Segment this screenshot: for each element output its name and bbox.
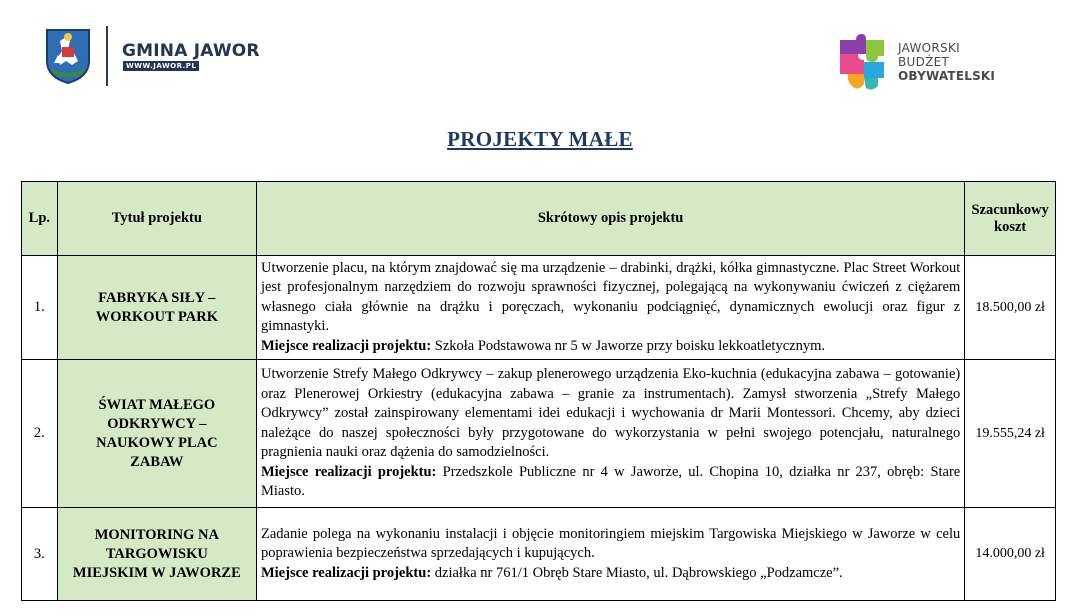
table-row: [22, 360, 1056, 508]
row-cost: 18.500,00 zł: [965, 256, 1056, 360]
row-lp: 1.: [22, 256, 58, 360]
row-title: MONITORING NA TARGOWISKU MIEJSKIM W JAWORZE: [57, 508, 256, 601]
row-description: [256, 360, 964, 508]
jawor-crest-icon: [44, 27, 92, 85]
table-row: [22, 256, 1056, 360]
header-lp: Lp.: [22, 182, 58, 256]
gmina-name: GMINA JAWOR: [122, 41, 260, 61]
budget-logo-line2: BUDŻET: [898, 55, 950, 69]
budget-puzzle-logo-icon: [836, 32, 890, 94]
header-title: Tytuł projektu: [57, 182, 256, 256]
projects-table: [21, 181, 1056, 601]
table-header-row: [22, 182, 1056, 256]
description-text: Utworzenie Strefy Małego Odkrywcy – zakup plenerowego urządzenia Eko-kuchnia (edukacyjna zabawa – gotowanie) oraz Plenerowej Orkiestry (edukacyjna zabawa – granie za instrumentach). Zamysł stworzenia „Strefy Małego Odkrywcy” został zainspirowany elementami idei edukacji i wychowania dr Marii Montessori. Chcemy, aby dzieci należące do naszej społeczności były przygotowane do wykorzystania w pełni swojego potencjału, naturalnego pragnienia nauki oraz dążenia do samodzielności.: [260, 366, 961, 461]
gmina-url: WWW.JAWOR.PL: [123, 61, 199, 71]
table-row: [22, 508, 1056, 601]
place-label: Miejsce realizacji projektu:: [260, 463, 437, 480]
budget-logo-line3: OBYWATELSKI: [898, 69, 996, 83]
header-divider: [106, 26, 108, 86]
place-text: Przedszkole Publiczne nr 4 w Jaworze, ul. Chopina 10, działka nr 237, obręb: Stare Miasto.: [260, 463, 961, 500]
row-cost: 19.555,24 zł: [965, 360, 1056, 508]
budget-logo-line1: JAWORSKI: [898, 41, 960, 55]
place-label: Miejsce realizacji projektu:: [260, 337, 432, 354]
row-description: [256, 508, 964, 601]
row-cost: 14.000,00 zł: [965, 508, 1056, 601]
description-text: Zadanie polega na wykonaniu instalacji i objęcie monitoringiem miejskim Targowiska Miejskiego w Jaworze w celu poprawienia bezpieczeństwa sprzedających i kupujących.: [260, 525, 961, 562]
row-description: [256, 256, 964, 360]
page-title: PROJEKTY MAŁE: [447, 127, 633, 151]
place-label: Miejsce realizacji projektu:: [260, 564, 432, 581]
place-text: Szkoła Podstawowa nr 5 w Jaworze przy boisku lekkoatletycznym.: [434, 337, 825, 354]
place-text: działka nr 761/1 Obręb Stare Miasto, ul. Dąbrowskiego „Podzamcze”.: [434, 564, 843, 581]
page-header: [0, 0, 1080, 115]
row-lp: 2.: [22, 360, 58, 508]
description-text: Utworzenie placu, na którym znajdować się ma urządzenie – drabinki, drążki, kółka gimnastyczne. Plac Street Workout jest profesjonalnym narzędziem do rozwoju sprawności fizycznej, polegającą na wykonywaniu ćwiczeń z ciężarem własnego ciała głównie na drążku i poręczach, wykonaniu podciągnięć, dynamicznych ewolucji oraz figur z gimnastyki.: [260, 259, 961, 335]
row-title: ŚWIAT MAŁEGO ODKRYWCY – NAUKOWY PLAC ZABAW: [57, 360, 256, 508]
header-cost: Szacunkowy koszt: [965, 182, 1056, 256]
row-title: FABRYKA SIŁY – WORKOUT PARK: [57, 256, 256, 360]
budget-logo-text: [898, 41, 995, 83]
row-lp: 3.: [22, 508, 58, 601]
header-description: Skrótowy opis projektu: [256, 182, 964, 256]
